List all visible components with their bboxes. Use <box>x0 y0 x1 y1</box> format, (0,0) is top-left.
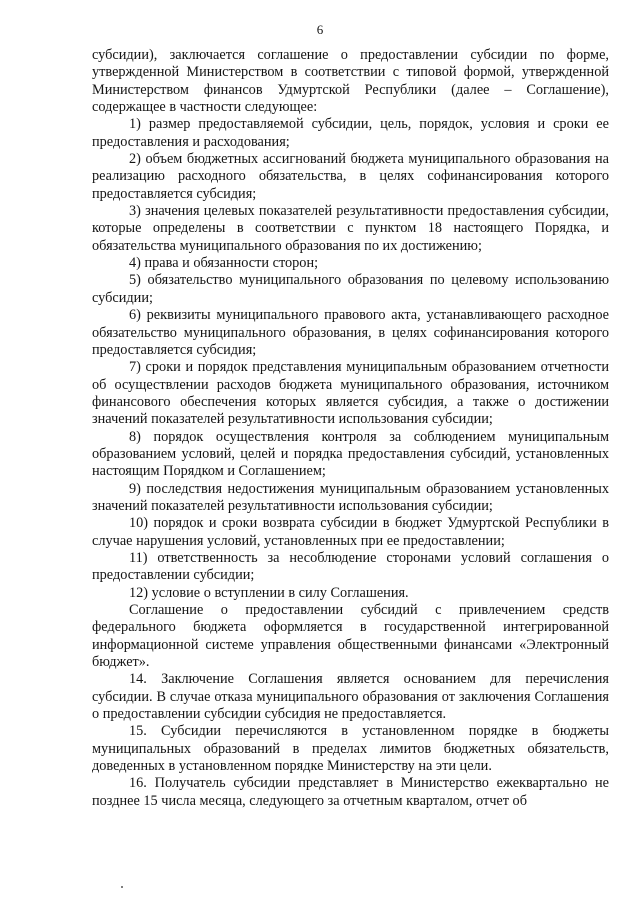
list-item-11: 11) ответственность за несоблюдение сторонами условий соглашения о предоставлении субсидии; <box>92 549 609 584</box>
page-number: 6 <box>316 22 324 37</box>
list-item-1: 1) размер предоставляемой субсидии, цель, порядок, условия и сроки ее предоставления и расходования; <box>92 116 609 150</box>
list-item-8: 8) порядок осуществления контроля за соблюдением муниципальным образованием условий, целей и порядка предоставления субсидий, установленных настоящим Порядком и Соглашением; <box>92 428 609 480</box>
list-item-3: 3) значения целевых показателей результативности предоставления субсидии, которые определены в соответствии с пунктом 18 настоящего Порядка, и обязательства муниципального образования по их достижению; <box>92 203 609 254</box>
paragraph-14: 14. Заключение Соглашения является основанием для перечисления субсидии. В случае отказа муниципального образования от заключения Соглашения о предоставлении субсидии субсидия не предоставляется. <box>92 671 609 723</box>
paragraph-intro: субсидии), заключается соглашение о предоставлении субсидии по форме, утвержденной Министерством в соответствии с типовой формой, утвержденной Министерством финансов Удмуртской Республики (далее – Соглашение), содержащее в частности следующее: <box>92 47 609 116</box>
paragraph-15: 15. Субсидии перечисляются в установленном порядке в бюджеты муниципальных образований в пределах лимитов бюджетных обязательств, доведенных в установленном порядке Министерству на эти цели. <box>92 723 609 775</box>
list-item-4: 4) права и обязанности сторон; <box>129 255 319 272</box>
document-body <box>92 47 609 810</box>
list-item-2: 2) объем бюджетных ассигнований бюджета муниципального образования на реализацию расходного обязательства, в целях софинансирования которого предоставляется субсидия; <box>92 151 609 202</box>
list-item-12: 12) условие о вступлении в силу Соглашения. <box>129 584 409 601</box>
list-item-7: 7) сроки и порядок представления муниципальным образованием отчетности об осуществлении расходов бюджета муниципального образования, источником финансового обеспечения которых является субсидия, а также о достижении значений показателей результативности использования субсидии; <box>92 359 609 428</box>
list-item-10: 10) порядок и сроки возврата субсидии в бюджет Удмуртской Республики в случае нарушения условий, установленных при ее предоставлении; <box>92 515 609 549</box>
scan-speck <box>121 886 123 888</box>
list-item-9: 9) последствия недостижения муниципальным образованием установленных значений показателей результативности использования субсидии; <box>92 480 609 514</box>
list-item-6: 6) реквизиты муниципального правового акта, устанавливающего расходное обязательство муниципального образования, в целях софинансирования которого предоставляется субсидия; <box>92 307 609 358</box>
paragraph-electronic-budget: Соглашение о предоставлении субсидий с привлечением средств федерального бюджета оформляется в государственной интегрированной информационной системе управления общественными финансами «Электронный бюджет». <box>92 602 609 671</box>
paragraph-16: 16. Получатель субсидии представляет в Министерство ежеквартально не позднее 15 числа месяца, следующего за отчетным кварталом, отчет об <box>92 775 609 809</box>
list-item-5: 5) обязательство муниципального образования по целевому использованию субсидии; <box>92 272 609 306</box>
